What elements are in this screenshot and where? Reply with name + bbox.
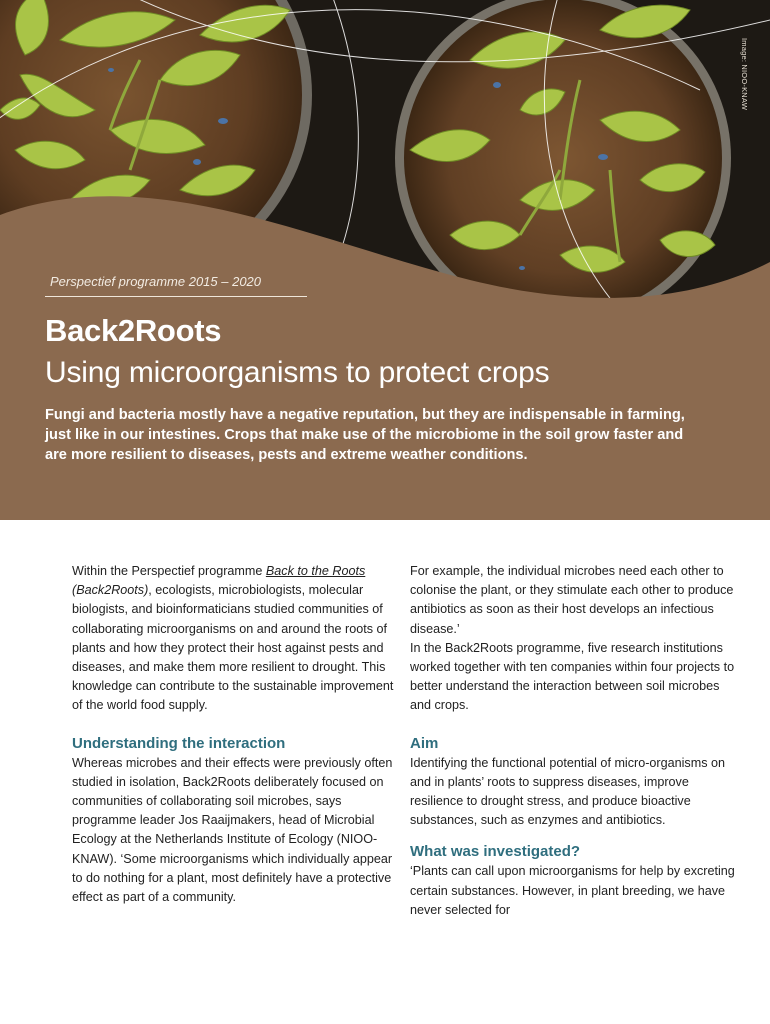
programme-paragraph: In the Back2Roots programme, five research institutions worked together with ten companies within four projects to better understand the interaction between soil microbes and crops. [410, 640, 735, 713]
heading-what-was-investigated: What was investigated? [410, 843, 581, 861]
heading-aim: Aim [410, 734, 439, 752]
example-paragraph: For example, the individual microbes need each other to colonise the plant, or they stimulate each other to produce antibiotics as soon as their host develops an infectious disease.’ [410, 564, 734, 636]
aim-paragraph: Identifying the functional potential of micro-organisms on and in plants’ roots to suppress diseases, improve resilience to drought stress, and produce bioactive substances, such as enzymes and antibiotics. [410, 755, 726, 828]
page-subtitle: Using microorganisms to protect crops [45, 356, 550, 389]
programme-divider [45, 296, 307, 297]
programme-label: Perspectief programme 2015 – 2020 [50, 274, 262, 289]
investigated-paragraph: ‘Plants can call upon microorganisms for help by excreting certain substances. However, in plant breeding, we have never selected for [410, 864, 735, 917]
lead-paragraph: Fungi and bacteria mostly have a negative reputation, but they are indispensable in farming, just like in our intestines. Crops that make use of the microbiome in the soil grow faster and are more resilient to diseases, pests and extreme weather conditions. [45, 407, 685, 463]
photo-credit: Image: NIOO-KNAW [740, 38, 749, 111]
back-to-the-roots-link[interactable]: Back to the Roots [265, 564, 366, 578]
intro-paragraph: Within the Perspectief programme Back to the Roots (Back2Roots), ecologists, microbiologists, molecular biologists, and bioinformaticians studied communities of collaborating microorganisms on and around the roots of plants and how they protect their host against pests and diseases, and make them more resilient to drought. This knowledge can contribute to the sustainable improvement of the world food supply. [72, 564, 394, 713]
heading-understanding-interaction: Understanding the interaction [72, 734, 286, 752]
left-column [72, 562, 397, 907]
page-title: Back2Roots [45, 313, 222, 348]
interaction-paragraph: Whereas microbes and their effects were previously often studied in isolation, Back2Roots deliberately focused on communities of collaborating soil microbes, says programme leader Jos Raaijmakers, head of Microbial Ecology at the Netherlands Institute of Ecology (NIOO-KNAW). ‘Some microorganisms which individually appear to do nothing for a plant, most definitely have a protective effect as part of a community. [72, 755, 393, 905]
right-column [410, 562, 735, 920]
